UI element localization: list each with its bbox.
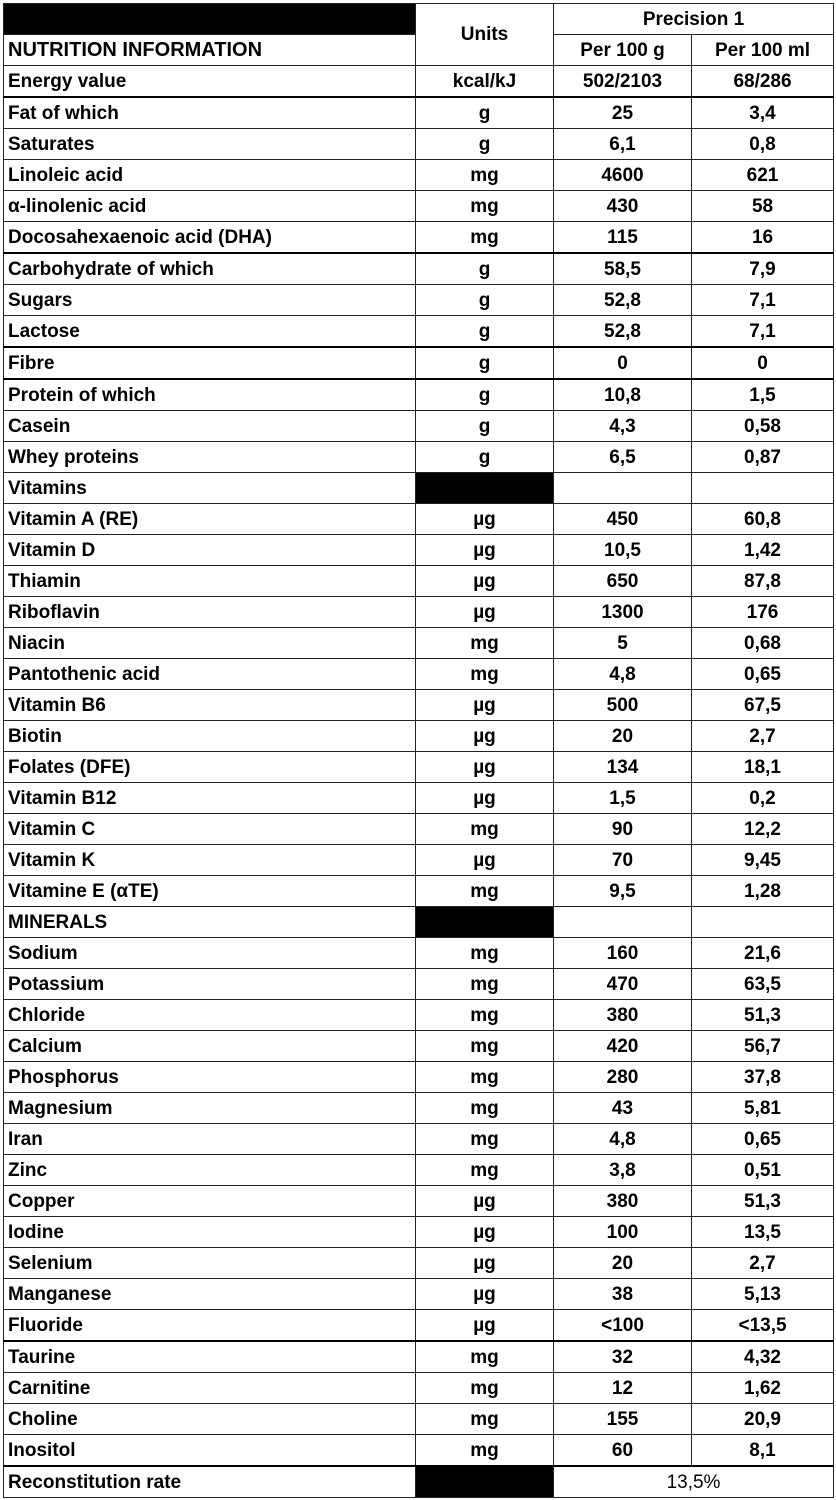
per-100g-header: Per 100 g: [554, 35, 692, 66]
nutrient-unit: g: [416, 411, 554, 442]
table-row: [4, 659, 834, 690]
empty-cell: [692, 907, 834, 938]
value-per-100g: 70: [554, 845, 692, 876]
header-black-block: [4, 4, 416, 35]
value-per-100g: 500: [554, 690, 692, 721]
nutrient-name: Phosphorus: [4, 1062, 416, 1093]
nutrition-table-sheet: [3, 3, 833, 1498]
nutrient-unit: g: [416, 129, 554, 160]
nutrient-name: Carbohydrate of which: [4, 253, 416, 285]
value-per-100ml: 1,5: [692, 379, 834, 411]
value-per-100ml: 16: [692, 222, 834, 254]
table-row: [4, 191, 834, 222]
nutrient-unit: g: [416, 253, 554, 285]
value-per-100g: 4,8: [554, 1124, 692, 1155]
nutrient-name: Vitamin B12: [4, 783, 416, 814]
nutrient-unit: g: [416, 442, 554, 473]
nutrient-unit: mg: [416, 1435, 554, 1467]
value-per-100ml: 176: [692, 597, 834, 628]
header-row-1: [4, 4, 834, 35]
nutrient-name: Protein of which: [4, 379, 416, 411]
value-per-100ml: 51,3: [692, 1186, 834, 1217]
table-row: [4, 1435, 834, 1467]
table-row: [4, 504, 834, 535]
nutrient-name: Choline: [4, 1404, 416, 1435]
value-per-100g: 5: [554, 628, 692, 659]
section-black-block: [416, 907, 554, 938]
value-per-100ml: 37,8: [692, 1062, 834, 1093]
nutrient-unit: µg: [416, 1217, 554, 1248]
section-label: MINERALS: [4, 907, 416, 938]
value-per-100g: 90: [554, 814, 692, 845]
nutrient-unit: mg: [416, 1031, 554, 1062]
value-per-100g: 4,3: [554, 411, 692, 442]
value-per-100ml: 0,65: [692, 659, 834, 690]
table-row: [4, 1186, 834, 1217]
table-row: [4, 690, 834, 721]
table-row: [4, 814, 834, 845]
value-per-100ml: 0,51: [692, 1155, 834, 1186]
value-per-100g: 38: [554, 1279, 692, 1310]
empty-cell: [692, 473, 834, 504]
value-per-100g: 10,8: [554, 379, 692, 411]
nutrient-name: Fat of which: [4, 97, 416, 129]
value-per-100g: 280: [554, 1062, 692, 1093]
table-row: [4, 442, 834, 473]
value-per-100ml: 21,6: [692, 938, 834, 969]
value-per-100ml: 2,7: [692, 1248, 834, 1279]
nutrient-unit: µg: [416, 535, 554, 566]
nutrient-unit: µg: [416, 566, 554, 597]
nutrient-name: Casein: [4, 411, 416, 442]
value-per-100ml: 2,7: [692, 721, 834, 752]
value-per-100g: 380: [554, 1000, 692, 1031]
units-header: Units: [416, 4, 554, 66]
value-per-100ml: 51,3: [692, 1000, 834, 1031]
nutrient-unit: g: [416, 347, 554, 379]
product-header: Precision 1: [554, 4, 834, 35]
nutrient-name: Riboflavin: [4, 597, 416, 628]
nutrient-name: α-linolenic acid: [4, 191, 416, 222]
nutrition-table-body: [4, 4, 834, 1498]
nutrient-unit: µg: [416, 504, 554, 535]
value-per-100g: 25: [554, 97, 692, 129]
table-row: [4, 97, 834, 129]
empty-cell: [554, 907, 692, 938]
table-row: [4, 721, 834, 752]
value-per-100ml: 12,2: [692, 814, 834, 845]
nutrient-unit: µg: [416, 1186, 554, 1217]
value-per-100ml: 7,1: [692, 285, 834, 316]
reconstitution-row: [4, 1466, 834, 1498]
nutrient-name: Folates (DFE): [4, 752, 416, 783]
value-per-100ml: 1,42: [692, 535, 834, 566]
table-row: [4, 253, 834, 285]
value-per-100g: <100: [554, 1310, 692, 1342]
table-row: [4, 1279, 834, 1310]
nutrient-name: Docosahexaenoic acid (DHA): [4, 222, 416, 254]
table-row: [4, 379, 834, 411]
value-per-100ml: 67,5: [692, 690, 834, 721]
nutrient-name: Vitamin D: [4, 535, 416, 566]
nutrient-unit: mg: [416, 876, 554, 907]
value-per-100ml: 58: [692, 191, 834, 222]
table-row: [4, 1062, 834, 1093]
nutrient-name: Vitamin B6: [4, 690, 416, 721]
value-per-100ml: 0,58: [692, 411, 834, 442]
value-per-100ml: 0,2: [692, 783, 834, 814]
nutrient-unit: mg: [416, 1373, 554, 1404]
nutrient-unit: µg: [416, 1310, 554, 1342]
nutrient-name: Potassium: [4, 969, 416, 1000]
nutrient-unit: mg: [416, 1062, 554, 1093]
nutrient-name: Energy value: [4, 66, 416, 98]
nutrient-name: Magnesium: [4, 1093, 416, 1124]
value-per-100g: 20: [554, 721, 692, 752]
table-row: [4, 316, 834, 348]
value-per-100ml: 3,4: [692, 97, 834, 129]
value-per-100g: 3,8: [554, 1155, 692, 1186]
value-per-100g: 52,8: [554, 316, 692, 348]
nutrient-unit: µg: [416, 752, 554, 783]
table-row: [4, 347, 834, 379]
table-row: [4, 566, 834, 597]
value-per-100ml: 4,32: [692, 1341, 834, 1373]
table-row: [4, 1031, 834, 1062]
section-label: Vitamins: [4, 473, 416, 504]
value-per-100g: 10,5: [554, 535, 692, 566]
nutrient-name: Carnitine: [4, 1373, 416, 1404]
nutrient-name: Fibre: [4, 347, 416, 379]
nutrient-unit: g: [416, 379, 554, 411]
nutrient-unit: µg: [416, 783, 554, 814]
nutrient-name: Linoleic acid: [4, 160, 416, 191]
nutrient-unit: mg: [416, 1155, 554, 1186]
value-per-100ml: 0: [692, 347, 834, 379]
value-per-100g: 470: [554, 969, 692, 1000]
value-per-100ml: 56,7: [692, 1031, 834, 1062]
table-title: NUTRITION INFORMATION: [4, 35, 416, 66]
value-per-100g: 1300: [554, 597, 692, 628]
table-row: [4, 1373, 834, 1404]
nutrient-name: Niacin: [4, 628, 416, 659]
value-per-100g: 502/2103: [554, 66, 692, 98]
table-row: [4, 845, 834, 876]
nutrient-name: Vitamin K: [4, 845, 416, 876]
nutrient-name: Zinc: [4, 1155, 416, 1186]
value-per-100g: 380: [554, 1186, 692, 1217]
reconstitution-value: 13,5%: [554, 1466, 834, 1498]
table-row: [4, 535, 834, 566]
nutrition-table: [3, 3, 834, 1498]
value-per-100ml: 18,1: [692, 752, 834, 783]
value-per-100ml: 1,62: [692, 1373, 834, 1404]
value-per-100g: 115: [554, 222, 692, 254]
value-per-100ml: 7,9: [692, 253, 834, 285]
value-per-100ml: <13,5: [692, 1310, 834, 1342]
value-per-100g: 155: [554, 1404, 692, 1435]
value-per-100g: 0: [554, 347, 692, 379]
table-row: [4, 597, 834, 628]
nutrient-unit: mg: [416, 1341, 554, 1373]
nutrient-name: Sodium: [4, 938, 416, 969]
value-per-100g: 6,5: [554, 442, 692, 473]
value-per-100g: 43: [554, 1093, 692, 1124]
table-row: [4, 938, 834, 969]
value-per-100g: 160: [554, 938, 692, 969]
value-per-100g: 9,5: [554, 876, 692, 907]
table-row: [4, 1217, 834, 1248]
nutrient-name: Biotin: [4, 721, 416, 752]
nutrient-unit: mg: [416, 1000, 554, 1031]
nutrient-name: Copper: [4, 1186, 416, 1217]
value-per-100ml: 0,87: [692, 442, 834, 473]
nutrient-unit: µg: [416, 1248, 554, 1279]
nutrient-unit: g: [416, 316, 554, 348]
nutrient-name: Calcium: [4, 1031, 416, 1062]
reconstitution-label: Reconstitution rate: [4, 1466, 416, 1498]
table-row: [4, 1310, 834, 1342]
value-per-100g: 430: [554, 191, 692, 222]
nutrient-unit: mg: [416, 222, 554, 254]
nutrient-name: Vitamine E (αTE): [4, 876, 416, 907]
value-per-100ml: 20,9: [692, 1404, 834, 1435]
nutrient-name: Taurine: [4, 1341, 416, 1373]
nutrient-name: Saturates: [4, 129, 416, 160]
nutrient-unit: mg: [416, 628, 554, 659]
value-per-100g: 4600: [554, 160, 692, 191]
nutrient-unit: kcal/kJ: [416, 66, 554, 98]
table-row: [4, 752, 834, 783]
nutrient-name: Sugars: [4, 285, 416, 316]
nutrient-name: Thiamin: [4, 566, 416, 597]
section-black-block: [416, 473, 554, 504]
nutrient-unit: mg: [416, 969, 554, 1000]
value-per-100ml: 0,68: [692, 628, 834, 659]
value-per-100g: 100: [554, 1217, 692, 1248]
table-row: [4, 1000, 834, 1031]
table-row: [4, 876, 834, 907]
nutrient-unit: µg: [416, 690, 554, 721]
table-row: [4, 783, 834, 814]
nutrient-unit: mg: [416, 659, 554, 690]
value-per-100ml: 87,8: [692, 566, 834, 597]
nutrient-unit: mg: [416, 160, 554, 191]
value-per-100g: 650: [554, 566, 692, 597]
nutrient-unit: µg: [416, 845, 554, 876]
table-row: [4, 628, 834, 659]
nutrient-name: Vitamin A (RE): [4, 504, 416, 535]
table-row: [4, 1155, 834, 1186]
nutrient-name: Selenium: [4, 1248, 416, 1279]
value-per-100ml: 0,65: [692, 1124, 834, 1155]
value-per-100ml: 5,81: [692, 1093, 834, 1124]
nutrient-unit: mg: [416, 1124, 554, 1155]
value-per-100g: 60: [554, 1435, 692, 1467]
nutrient-unit: µg: [416, 721, 554, 752]
nutrient-name: Whey proteins: [4, 442, 416, 473]
table-row: [4, 129, 834, 160]
nutrient-name: Fluoride: [4, 1310, 416, 1342]
nutrient-unit: µg: [416, 1279, 554, 1310]
empty-cell: [554, 473, 692, 504]
table-row: [4, 1341, 834, 1373]
value-per-100g: 420: [554, 1031, 692, 1062]
per-100ml-header: Per 100 ml: [692, 35, 834, 66]
nutrient-name: Pantothenic acid: [4, 659, 416, 690]
nutrient-unit: g: [416, 285, 554, 316]
nutrient-name: Iran: [4, 1124, 416, 1155]
value-per-100ml: 13,5: [692, 1217, 834, 1248]
table-row: [4, 222, 834, 254]
reconstitution-black-block: [416, 1466, 554, 1498]
value-per-100ml: 68/286: [692, 66, 834, 98]
nutrient-name: Inositol: [4, 1435, 416, 1467]
nutrient-name: Chloride: [4, 1000, 416, 1031]
value-per-100g: 20: [554, 1248, 692, 1279]
section-row: [4, 907, 834, 938]
table-row: [4, 1124, 834, 1155]
value-per-100g: 58,5: [554, 253, 692, 285]
value-per-100ml: 7,1: [692, 316, 834, 348]
value-per-100g: 1,5: [554, 783, 692, 814]
table-row: [4, 1248, 834, 1279]
nutrient-unit: mg: [416, 814, 554, 845]
table-row: [4, 969, 834, 1000]
table-row: [4, 66, 834, 98]
value-per-100g: 52,8: [554, 285, 692, 316]
table-row: [4, 411, 834, 442]
value-per-100ml: 63,5: [692, 969, 834, 1000]
value-per-100g: 4,8: [554, 659, 692, 690]
nutrient-name: Manganese: [4, 1279, 416, 1310]
value-per-100g: 12: [554, 1373, 692, 1404]
table-row: [4, 1093, 834, 1124]
value-per-100g: 450: [554, 504, 692, 535]
value-per-100ml: 621: [692, 160, 834, 191]
value-per-100g: 32: [554, 1341, 692, 1373]
nutrient-name: Lactose: [4, 316, 416, 348]
nutrient-unit: mg: [416, 1404, 554, 1435]
nutrient-unit: g: [416, 97, 554, 129]
value-per-100ml: 8,1: [692, 1435, 834, 1467]
value-per-100ml: 9,45: [692, 845, 834, 876]
nutrient-name: Vitamin C: [4, 814, 416, 845]
value-per-100ml: 0,8: [692, 129, 834, 160]
nutrient-unit: mg: [416, 1093, 554, 1124]
value-per-100g: 6,1: [554, 129, 692, 160]
table-row: [4, 1404, 834, 1435]
nutrient-unit: mg: [416, 191, 554, 222]
nutrient-unit: µg: [416, 597, 554, 628]
value-per-100ml: 60,8: [692, 504, 834, 535]
nutrient-unit: mg: [416, 938, 554, 969]
table-row: [4, 160, 834, 191]
section-row: [4, 473, 834, 504]
value-per-100g: 134: [554, 752, 692, 783]
nutrient-name: Iodine: [4, 1217, 416, 1248]
value-per-100ml: 1,28: [692, 876, 834, 907]
table-row: [4, 285, 834, 316]
value-per-100ml: 5,13: [692, 1279, 834, 1310]
